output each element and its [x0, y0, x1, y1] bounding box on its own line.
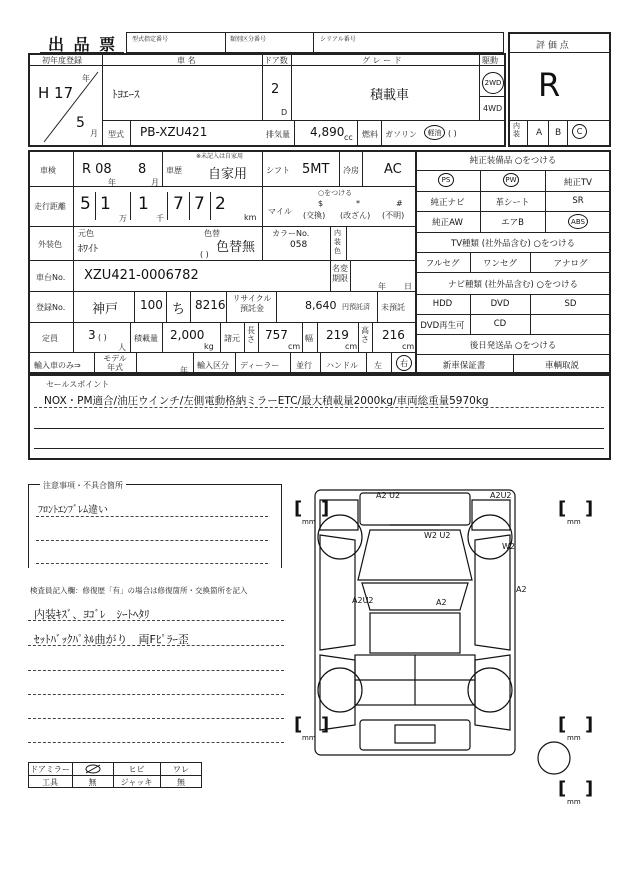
capacity-value: 3: [88, 328, 96, 342]
color-code-value: 058: [290, 240, 308, 250]
handle-right-circled: 右: [396, 355, 412, 371]
aircon-label: 冷房: [343, 166, 359, 175]
interior-label: 内装: [513, 122, 520, 138]
drive-2wd-circled: 2WD: [482, 72, 504, 94]
recycle-label: リサイクル預託金: [232, 294, 272, 313]
damage-mark-right-door: A2: [516, 585, 527, 594]
fuel-gasoline: ガソリン: [385, 130, 417, 139]
notes-text: ﾌﾛﾝﾄｴﾝﾌﾞﾚﾑ違い: [38, 505, 108, 516]
interior-color-label: 内装色: [334, 229, 341, 255]
tire-front-right-bracket: [ ]: [558, 498, 594, 519]
registration-class: 100: [140, 298, 163, 312]
registration-place: 神戸: [92, 302, 119, 317]
notes-box: [28, 484, 282, 568]
mileage-digit-5: 7: [194, 194, 205, 214]
damage-mark-right-glass: W2: [502, 542, 515, 551]
damage-mark-roof: A2: [436, 598, 447, 607]
inspection-label: 車検: [40, 166, 56, 175]
grade-a: A: [536, 128, 543, 138]
serial-label: シリアル番号: [320, 36, 356, 43]
registration-label: 登録No.: [36, 303, 66, 312]
import-label: 輸入車のみ⇒: [34, 361, 81, 370]
mileage-circle-note: ○をつける: [318, 189, 353, 197]
header-fields: [126, 32, 504, 53]
damage-mark-front-right: A2U2: [490, 491, 512, 500]
dims-label: 諸元: [224, 334, 240, 343]
inspector-line-1: 内装ｷｽﾞ、ﾖｺﾞﾚ ｼｰﾄﾍﾀﾘ: [34, 608, 150, 621]
vehicle-damage-diagram: [300, 485, 530, 760]
equipment-header: 純正装備品 ○をつける: [469, 156, 557, 166]
damage-mark-windshield: W2 U2: [424, 531, 451, 540]
mileage-digit-1: 5: [80, 194, 91, 214]
inspection-month: 8: [138, 162, 147, 177]
score-label: 評 価 点: [536, 41, 569, 51]
fumei-option: (不明): [382, 211, 405, 220]
navi-header: ナビ種類 (社外品含む) ○をつける: [448, 280, 578, 290]
length-value: 757: [265, 328, 288, 342]
score-value: R: [538, 66, 561, 104]
shift-value: 5MT: [302, 162, 330, 177]
inspection-value: R 08: [82, 162, 112, 177]
grade-value: 積載車: [370, 88, 410, 103]
vehicle-name-label: 車 名: [177, 56, 196, 65]
vehicle-name: ﾄﾖｴｰｽ: [112, 88, 140, 101]
color-change-value: 色替無: [216, 240, 256, 255]
recycle-value: 8,640: [305, 299, 337, 312]
color-label: 外装色: [38, 240, 62, 249]
chassis-label: 車台No.: [36, 273, 66, 282]
model-value: PB-XZU421: [140, 125, 208, 139]
tire-rear-left-bracket: [ ]: [294, 714, 330, 735]
displacement-value: 4,890: [310, 125, 345, 139]
damage-mark-left-door: A2U2: [352, 596, 374, 605]
mileage-digit-6: 2: [215, 194, 226, 214]
mile-option: マイル: [268, 207, 292, 216]
chassis-value: XZU421-0006782: [84, 268, 199, 283]
mileage-digit-4: 7: [173, 194, 184, 214]
mileage-label: 走行距離: [34, 202, 66, 211]
equip-pw-circled: PW: [503, 173, 519, 187]
mileage-digit-3: 1: [138, 194, 149, 214]
page-title: 出 品 票: [48, 35, 118, 54]
history-label: 車歴: [166, 166, 182, 175]
later-header: 後日発送品 ○をつける: [469, 341, 557, 351]
doors-label: ドア数: [264, 56, 288, 65]
tv-header: TV種類 (社外品含む) ○をつける: [451, 239, 575, 249]
tire-front-left-bracket: [ ]: [294, 498, 330, 519]
color-original: ﾎﾜｲﾄ: [78, 244, 98, 255]
kaizan-option: (改ざん): [340, 211, 371, 220]
handle-label: ハンドル: [326, 361, 358, 370]
equip-ps-circled: PS: [438, 173, 454, 187]
displacement-label: 排気量: [266, 130, 290, 139]
history-value: 自家用: [208, 167, 248, 182]
registration-kana: ち: [172, 302, 186, 317]
history-note: ※未記入は自家用: [196, 153, 244, 160]
grade-b: B: [555, 128, 562, 138]
import-div-label: 輸入区分: [197, 361, 229, 370]
grade-label: グ レ ー ド: [362, 56, 402, 65]
equip-abs-circled: ABS: [568, 214, 588, 229]
doors-value: 2: [271, 82, 280, 97]
first-reg-month: 5: [76, 115, 85, 131]
first-reg-era: H 17: [38, 84, 74, 102]
damage-mark-front-left: A2 U2: [376, 491, 401, 500]
registration-number: 8216: [195, 298, 226, 312]
shift-label: シフト: [266, 166, 290, 175]
model-label: 型式: [108, 130, 124, 139]
load-value: 2,000: [170, 328, 205, 342]
mileage-digit-2: 1: [100, 194, 111, 214]
aircon-value: AC: [384, 162, 402, 177]
sales-point-text: NOX・PM適合/油圧ウインチ/左側電動格納ミラーETC/最大積載量2000kg/車両総重量5970kg: [44, 395, 489, 407]
sales-point-label: セールスポイント: [46, 380, 110, 389]
first-reg-label: 初年度登録: [42, 56, 82, 65]
inspector-label: 検査員記入欄：修復歴「有」の場合は修復箇所・交換箇所を記入: [30, 586, 248, 595]
height-value: 216: [382, 328, 405, 342]
category-label: 類別区分番号: [230, 36, 267, 43]
color-code-label: カラーNo.: [272, 229, 310, 238]
drive-label: 駆動: [482, 56, 498, 65]
recycle-unpaid: 未預託: [381, 303, 405, 312]
fuel-diesel-circled: 軽油: [424, 125, 445, 140]
inspector-line-2: ｾｯﾄﾊﾞｯｸﾊﾟﾈﾙ曲がり 両Fﾋﾟﾗｰ歪: [34, 633, 189, 646]
spare-tire-icon: [536, 740, 572, 776]
width-value: 219: [326, 328, 349, 342]
fuel-label: 燃料: [362, 130, 378, 139]
type-designation-label: 型式指定番号: [132, 36, 169, 43]
name-change-label: 名変期限: [332, 264, 348, 283]
notes-label: 注意事項・不具合箇所: [40, 480, 126, 491]
load-label: 積載量: [134, 334, 158, 343]
kokan-option: (交換): [303, 211, 326, 220]
door-mirror-mark-icon: [84, 763, 102, 775]
capacity-label: 定員: [42, 334, 58, 343]
tire-spare-bracket: [ ]: [558, 778, 594, 799]
tire-rear-right-bracket: [ ]: [558, 714, 594, 735]
grade-c-circled: C: [572, 124, 587, 139]
